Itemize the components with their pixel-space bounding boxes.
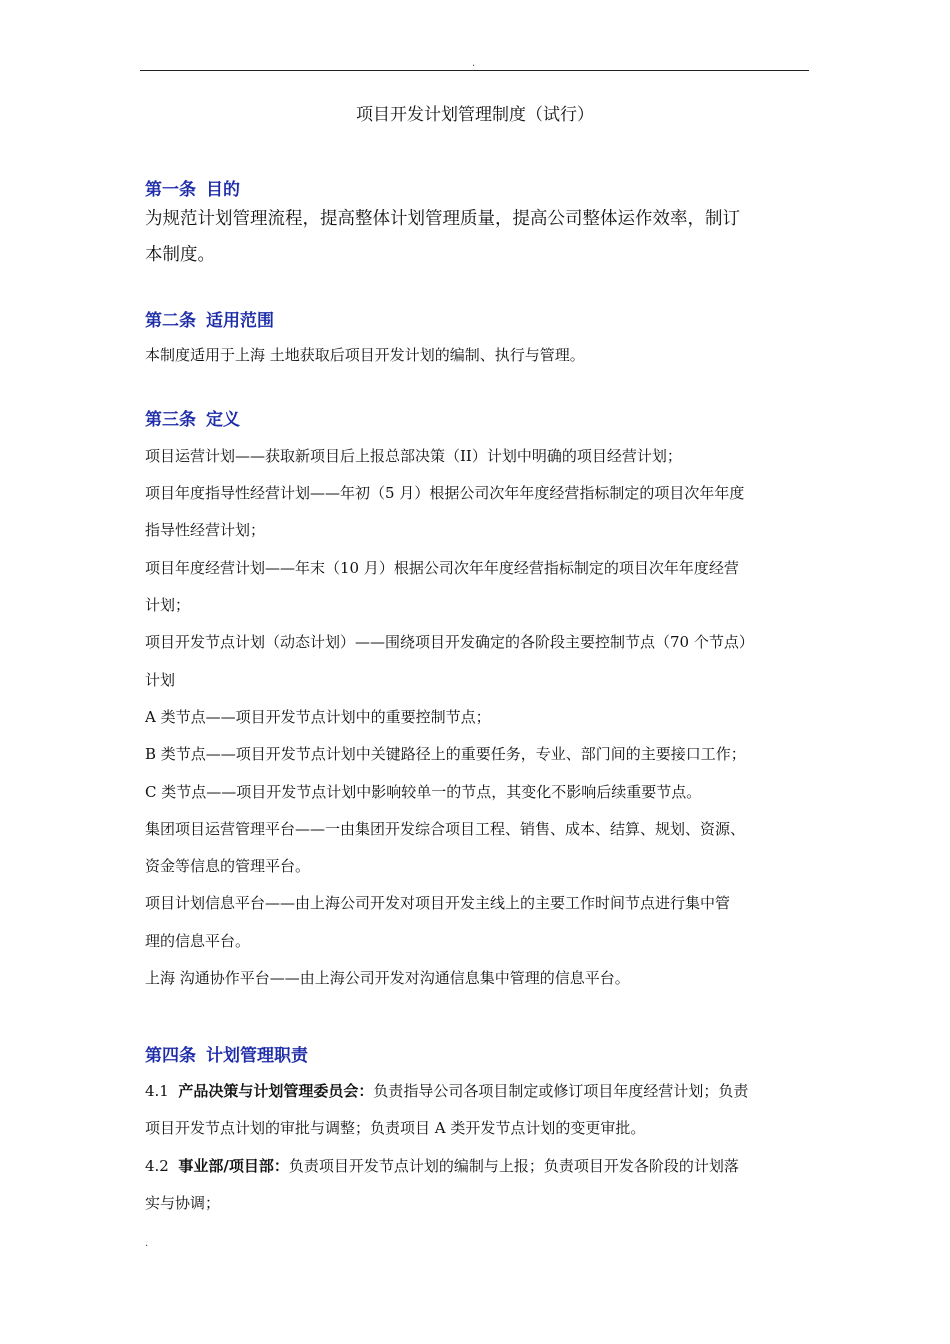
article-3-line: 理的信息平台。	[145, 932, 251, 950]
duty-item	[145, 1156, 739, 1176]
article-3-line: 项目运营计划——获取新项目后上报总部决策（II）计划中明确的项目经营计划；	[145, 447, 682, 465]
article-1-line: 本制度。	[145, 245, 215, 265]
article-3-line: 计划；	[145, 596, 191, 614]
article-3-line: 计划	[145, 671, 176, 689]
duty-item	[145, 1081, 748, 1101]
duty-label: 产品决策与计划管理委员会：	[178, 1082, 374, 1100]
article-4-number: 第四条	[145, 1046, 196, 1066]
article-2-line: 本制度适用于上海 土地获取后项目开发计划的编制、执行与管理。	[145, 346, 585, 364]
footer-dot: .	[145, 1238, 149, 1249]
article-3-line: C 类节点——项目开发节点计划中影响较单一的节点，其变化不影响后续重要节点。	[145, 783, 702, 801]
article-3-heading	[145, 405, 240, 430]
article-3-line: 资金等信息的管理平台。	[145, 857, 311, 875]
article-3-title: 定义	[206, 410, 240, 430]
article-3-line: A 类节点——项目开发节点计划中的重要控制节点；	[145, 708, 491, 726]
article-3-line: 项目开发节点计划（动态计划）——围绕项目开发确定的各阶段主要控制节点（70 个节点）	[145, 633, 754, 651]
document-title: 项目开发计划管理制度（试行）	[356, 105, 594, 125]
article-3-line: 项目计划信息平台——由上海公司开发对项目开发主线上的主要工作时间节点进行集中管	[145, 894, 731, 912]
article-2-heading	[145, 306, 274, 331]
article-1-line: 为规范计划管理流程，提高整体计划管理质量，提高公司整体运作效率，制订	[145, 209, 740, 229]
article-1-number: 第一条	[145, 180, 196, 200]
article-1-heading	[145, 175, 240, 200]
duty-label: 事业部/项目部：	[178, 1157, 289, 1175]
duty-continuation: 实与协调；	[145, 1194, 221, 1212]
article-3-number: 第三条	[145, 410, 196, 430]
article-4-title: 计划管理职责	[206, 1046, 308, 1066]
article-3-line: 指导性经营计划；	[145, 521, 266, 539]
duty-number: 4.2	[145, 1157, 169, 1175]
duty-text: 负责指导公司各项目制定或修订项目年度经营计划；负责	[373, 1082, 749, 1100]
header-rule	[140, 70, 809, 71]
duty-text: 负责项目开发节点计划的编制与上报；负责项目开发各阶段的计划落	[288, 1157, 739, 1175]
duty-continuation: 项目开发节点计划的审批与调整；负责项目 A 类开发节点计划的变更审批。	[145, 1119, 646, 1137]
duty-number: 4.1	[145, 1082, 169, 1100]
article-3-line: B 类节点——项目开发节点计划中关键路径上的重要任务，专业、部门间的主要接口工作；	[145, 745, 746, 763]
article-3-line: 项目年度经营计划——年末（10 月）根据公司次年年度经营指标制定的项目次年年度经营	[145, 559, 739, 577]
article-3-line: 上海 沟通协作平台——由上海公司开发对沟通信息集中管理的信息平台。	[145, 969, 630, 987]
article-3-line: 项目年度指导性经营计划——年初（5 月）根据公司次年年度经营指标制定的项目次年年度	[145, 484, 745, 502]
article-4-heading	[145, 1041, 308, 1066]
header-dot: .	[472, 58, 476, 69]
article-2-title: 适用范围	[206, 311, 274, 331]
article-1-title: 目的	[206, 180, 240, 200]
article-3-line: 集团项目运营管理平台——一由集团开发综合项目工程、销售、成本、结算、规划、资源、	[145, 820, 746, 838]
article-2-number: 第二条	[145, 311, 196, 331]
